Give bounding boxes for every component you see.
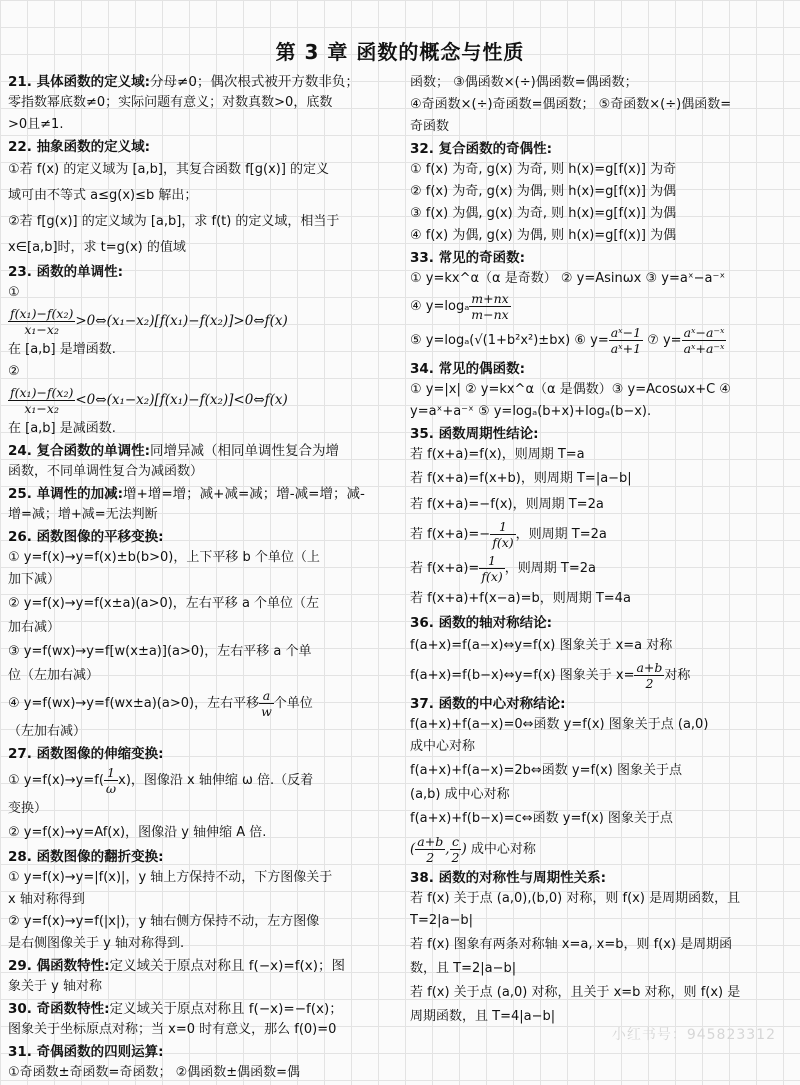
text-line: 在 [a,b] 是减函数. (8, 421, 116, 436)
text-line: ①若 f(x) 的定义域为 [a,b]，其复合函数 f[g(x)] 的定义 (8, 162, 330, 177)
axis-symmetry-formula: f(a+x)=f(b−x)⇔y=f(x) 图象关于 x= $\frac{a+b}{2}$ 对称 (410, 660, 691, 691)
text-line: ③ y=f(wx)→y=f[w(x±a)](a>0)，左右平移 a 个单 (8, 644, 312, 659)
section-heading: 22. 抽象函数的定义域: (8, 139, 151, 155)
shift-formula-4: ④ y=f(wx)→y=f(wx±a)(a>0)，左右平移 $\frac{a}{w}$ 个单位 (8, 688, 313, 719)
section-heading: 36. 函数的轴对称结论: (410, 615, 553, 631)
fraction: $\frac{c}{2}$ (451, 834, 460, 865)
section-heading: 27. 函数图像的伸缩变换: (8, 746, 164, 762)
section-heading: 21. 具体函数的定义域: (8, 74, 151, 90)
text-line: x∈[a,b]时，求 t=g(x) 的值域 (8, 240, 186, 255)
text-line: f(a+x)+f(b−x)=c⇔函数 y=f(x) 图象关于点 (410, 811, 673, 826)
section-33 (410, 248, 794, 358)
section-31-continued (410, 72, 794, 138)
text-line: 若 f(x+a)+f(x−a)=b，则周期 T=4a (410, 591, 631, 606)
section-heading: 31. 奇偶函数的四则运算: (8, 1044, 164, 1060)
section-text: 增+增=增；减+减=减；增-减=增；减- (123, 486, 365, 502)
text-line: 图象关于坐标原点对称；当 x=0 时有意义，那么 f(0)=0 (8, 1022, 337, 1037)
monotonic-decreasing-formula: $\frac{\text{f(x₁)−f(x₂)}}{\text{x₁−x₂}}$ <0⇔(x₁−x₂)[f(x₁)−f(x₂)]<0⇔f(x) (10, 385, 288, 416)
text-line: 若 f(x+a)=−f(x)，则周期 T=2a (410, 497, 604, 512)
center-point-formula: ( $\frac{a+b}{2}$ , $\frac{c}{2}$ ) 成中心对称 (410, 834, 536, 865)
text-line: 在 [a,b] 是增函数. (8, 342, 116, 357)
text-line: ②若 f[g(x)] 的定义域为 [a,b]，求 f(t) 的定义域，相当于 (8, 214, 340, 229)
text-line: ① y=|x| ② y=kx^α（α 是偶数）③ y=Acosωx+C ④ (410, 382, 731, 397)
text-line: 周期函数，且 T=4|a−b| (410, 1009, 556, 1024)
section-23 (8, 262, 392, 440)
text-line: 数，且 T=2|a−b| (410, 961, 517, 976)
section-heading: 26. 函数图像的平移变换: (8, 529, 164, 545)
fraction: $\frac{1}{\omega}$ (105, 765, 117, 796)
section-32 (410, 139, 794, 247)
text-line: 零指数幂底数≠0；实际问题有意义；对数真数>0，底数 (8, 95, 333, 110)
scale-formula-1: ① y=f(x)→y=f( $\frac{1}{\omega}$ x)，图像沿 x 轴伸缩 ω 倍.（反着 (8, 765, 314, 796)
section-text: 定义域关于原点对称且 f(−x)=f(x)；图 (109, 958, 345, 974)
fraction: $\frac{\text{f(x₁)−f(x₂)}}{\text{x₁−x₂}}$ (10, 306, 74, 337)
section-27 (8, 744, 392, 846)
text-line: 若 f(x+a)=f(x+b)，则周期 T=|a−b| (410, 471, 632, 486)
section-25 (8, 484, 392, 526)
fraction: $\frac{\text{aˣ−1}}{\text{aˣ+1}}$ (610, 325, 642, 356)
text-line: ①奇函数±奇函数=奇函数； ②偶函数±偶函数=偶 (8, 1065, 301, 1080)
section-22 (8, 137, 392, 261)
text-line: f(a+x)+f(a−x)=0⇔函数 y=f(x) 图象关于点 (a,0) (410, 717, 709, 732)
text-line: 象关于 y 轴对称 (8, 979, 102, 994)
text-line: y=aˣ+a⁻ˣ ⑤ y=logₐ(b+x)+logₐ(b−x). (410, 404, 652, 419)
text-line: 若 f(x) 图象有两条对称轴 x=a, x=b，则 f(x) 是周期函 (410, 937, 733, 952)
section-35 (410, 424, 794, 612)
odd-function-row: ⑤ y=logₐ(√(1+b²x²)±bx) ⑥ y= $\frac{\text{aˣ−1}}{\text{aˣ+1}}$ ⑦ y= $\frac{\text{aˣ−a⁻ˣ}}{\text{aˣ+a⁻ˣ}}$ (410, 325, 725, 356)
section-text: 定义域关于原点对称且 f(−x)=−f(x)； (109, 1001, 343, 1017)
section-heading: 28. 函数图像的翻折变换: (8, 849, 164, 865)
watermark: 小红书号：945823312 (611, 1027, 776, 1043)
section-heading: 35. 函数周期性结论: (410, 426, 539, 442)
period-formula-4: 若 f(x+a)=− $\frac{1}{f(x)}$ ，则周期 T=2a (410, 519, 607, 550)
text-line: 位（左加右减） (8, 668, 100, 683)
section-31 (8, 1042, 392, 1084)
right-column (410, 72, 794, 1029)
text-line: >0且≠1. (8, 117, 64, 132)
fraction: $\frac{\text{aˣ−a⁻ˣ}}{\text{aˣ+a⁻ˣ}}$ (683, 325, 725, 356)
text-line: T=2|a−b| (410, 913, 473, 928)
text-line: f(a+x)+f(a−x)=2b⇔函数 y=f(x) 图象关于点 (410, 763, 683, 778)
text-line: ④ f(x) 为偶, g(x) 为偶, 则 h(x)=g[f(x)] 为偶 (410, 228, 677, 243)
text-line: (a,b) 成中心对称 (410, 787, 510, 802)
fraction: $\frac{1}{f(x)}$ (492, 519, 514, 550)
text-line: ① y=f(x)→y=f(x)±b(b>0)，上下平移 b 个单位（上 (8, 550, 320, 565)
section-37 (410, 694, 794, 867)
text-line: 域可由不等式 a≤g(x)≤b 解出； (8, 188, 198, 203)
text-line: ① y=f(x)→y=|f(x)|，y 轴上方保持不动，下方图像关于 (8, 870, 333, 885)
fraction: $\frac{\text{f(x₁)−f(x₂)}}{\text{x₁−x₂}}$ (10, 385, 74, 416)
section-heading: 37. 函数的中心对称结论: (410, 696, 566, 712)
text-line: 加右减） (8, 620, 61, 635)
fraction: $\frac{a+b}{2}$ (636, 660, 663, 691)
text-line: 若 f(x+a)=f(x)，则周期 T=a (410, 447, 585, 462)
text-line: f(a+x)=f(a−x)⇔y=f(x) 图象关于 x=a 对称 (410, 638, 673, 653)
text-line: ② y=f(x)→y=f(x±a)(a>0)，左右平移 a 个单位（左 (8, 596, 320, 611)
text-line: 函数； ③偶函数×(÷)偶函数=偶函数； (410, 75, 638, 90)
section-heading: 29. 偶函数特性: (8, 958, 110, 974)
text-line: 奇函数 (410, 119, 450, 134)
section-heading: 33. 常见的奇函数: (410, 250, 526, 266)
text-line: ② f(x) 为奇, g(x) 为偶, 则 h(x)=g[f(x)] 为偶 (410, 184, 677, 199)
section-36 (410, 613, 794, 693)
text-line: 若 f(x) 关于点 (a,0) 对称，且关于 x=b 对称，则 f(x) 是 (410, 985, 741, 1000)
text-line: 成中心对称 (410, 739, 476, 754)
text-line: ① y=kx^α（α 是奇数） ② y=Asinωx ③ y=aˣ−a⁻ˣ (410, 271, 726, 286)
section-heading: 32. 复合函数的奇偶性: (410, 141, 553, 157)
text-line: ③ f(x) 为偶, g(x) 为奇, 则 h(x)=g[f(x)] 为偶 (410, 206, 677, 221)
section-heading: 38. 函数的对称性与周期性关系: (410, 870, 607, 886)
fraction: $\frac{a}{w}$ (261, 688, 272, 719)
monotonic-increasing-formula: $\frac{\text{f(x₁)−f(x₂)}}{\text{x₁−x₂}}$ >0⇔(x₁−x₂)[f(x₁)−f(x₂)]>0⇔f(x) (10, 306, 288, 337)
odd-function-log: ④ y=logₐ $\frac{m+nx}{m-nx}$ (410, 291, 509, 322)
section-38 (410, 868, 794, 1028)
section-21 (8, 72, 392, 136)
text-line: （左加右减） (8, 724, 87, 739)
section-heading: 34. 常见的偶函数: (410, 361, 526, 377)
section-text: 同增异减（相同单调性复合为增 (150, 443, 340, 459)
text-line: 是右侧图像关于 y 轴对称得到. (8, 936, 185, 951)
text-line: ② y=f(x)→y=Af(x)，图像沿 y 轴伸缩 A 倍. (8, 825, 267, 840)
text-line: 若 f(x) 关于点 (a,0),(b,0) 对称，则 f(x) 是周期函数，且 (410, 891, 741, 906)
period-formula-5: 若 f(x+a)= $\frac{1}{f(x)}$ ，则周期 T=2a (410, 553, 596, 584)
page-title: 第 3 章 函数的概念与性质 (275, 40, 525, 64)
text-line: 变换） (8, 801, 48, 816)
section-26 (8, 527, 392, 743)
text-line: 增=减；增+减=无法判断 (8, 507, 158, 522)
text-line: ② (8, 364, 20, 379)
fraction: $\frac{1}{f(x)}$ (481, 553, 503, 584)
fraction: $\frac{a+b}{2}$ (417, 834, 444, 865)
text-line: 函数，不同单调性复合为减函数） (8, 464, 204, 479)
text-line: ② y=f(x)→y=f(|x|)，y 轴右侧方保持不动，左方图像 (8, 914, 320, 929)
section-heading: 25. 单调性的加减: (8, 486, 124, 502)
section-29 (8, 956, 392, 998)
text-line: ① f(x) 为奇, g(x) 为奇, 则 h(x)=g[f(x)] 为奇 (410, 162, 677, 177)
section-heading: 24. 复合函数的单调性: (8, 443, 151, 459)
section-28 (8, 847, 392, 955)
text-line: ① (8, 285, 20, 300)
fraction: $\frac{m+nx}{m-nx}$ (471, 291, 509, 322)
text-line: 加下减） (8, 572, 61, 587)
section-text: 分母≠0；偶次根式被开方数非负； (150, 74, 359, 90)
section-34 (410, 359, 794, 423)
section-heading: 30. 奇函数特性: (8, 1001, 110, 1017)
section-24 (8, 441, 392, 483)
text-line: x 轴对称得到 (8, 892, 85, 907)
text-line: ④奇函数×(÷)奇函数=偶函数； ⑤奇函数×(÷)偶函数= (410, 97, 732, 112)
left-column (8, 72, 392, 1085)
section-30 (8, 999, 392, 1041)
section-heading: 23. 函数的单调性: (8, 264, 124, 280)
